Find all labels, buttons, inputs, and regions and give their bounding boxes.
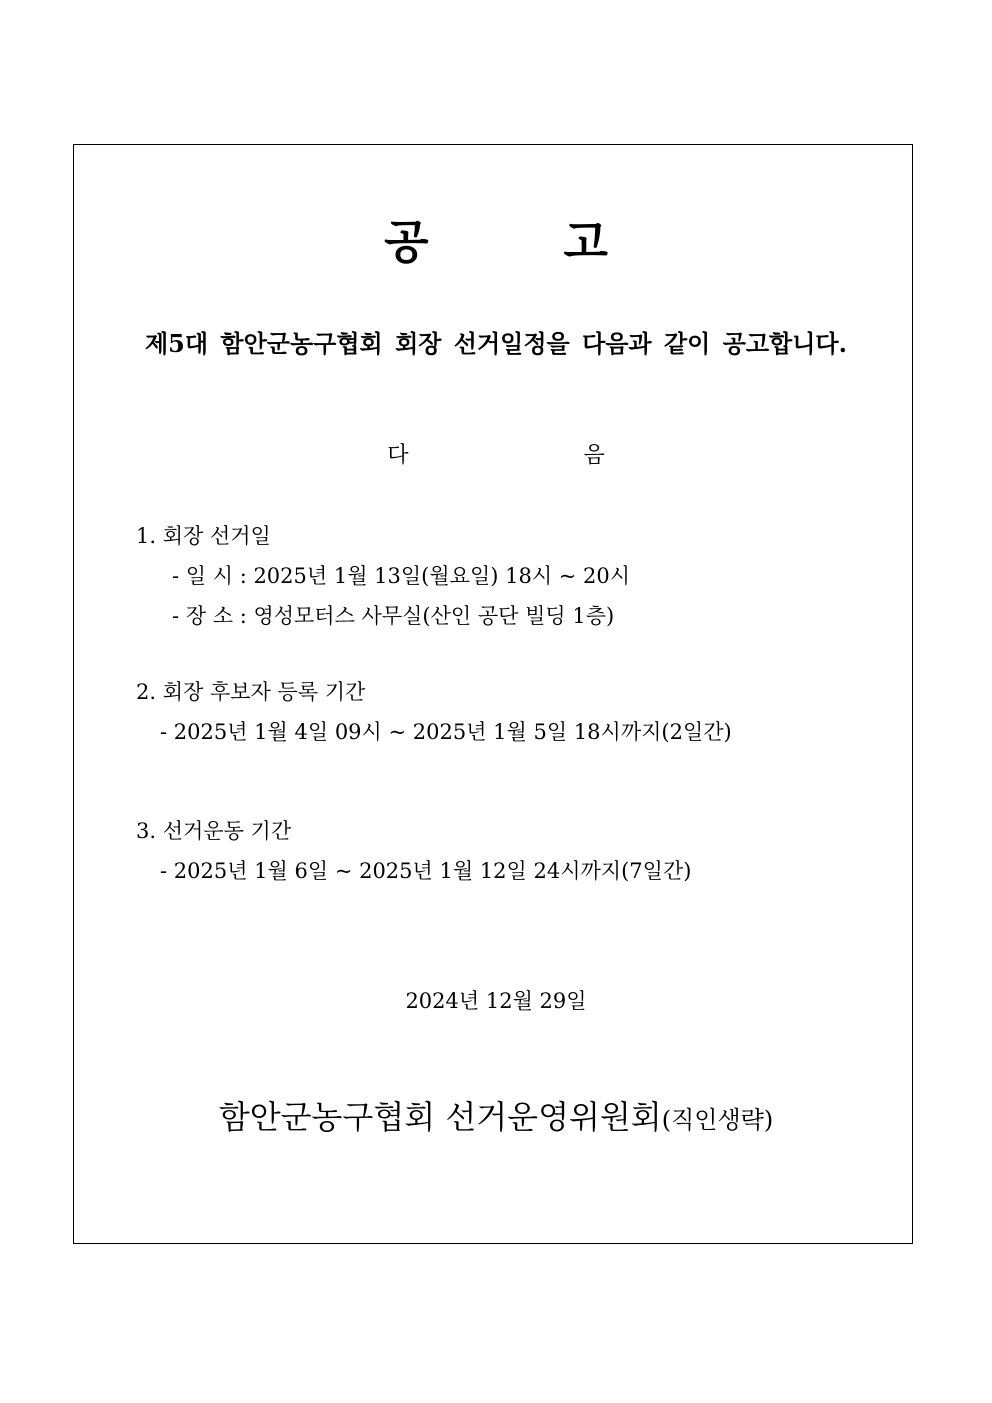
- section-3-period: - 2025년 1월 6일 ~ 2025년 1월 12일 24시까지(7일간): [160, 859, 692, 883]
- seal-omitted-note: (직인생략): [661, 1106, 774, 1134]
- issuing-organization: [0, 1093, 992, 1144]
- notice-title: [0, 212, 992, 272]
- notice-subheading: [0, 440, 992, 472]
- subheading-char-2: 음: [583, 443, 605, 468]
- title-char-1: 공: [384, 215, 429, 269]
- section-1-heading: 1. 회장 선거일: [136, 524, 271, 548]
- notice-date: 2024년 12월 29일: [405, 989, 587, 1013]
- subheading-char-1: 다: [387, 443, 409, 468]
- section-2-period: - 2025년 1월 4일 09시 ~ 2025년 1월 5일 18시까지(2일간): [160, 720, 732, 744]
- section-2-heading: 2. 회장 후보자 등록 기간: [136, 680, 366, 704]
- notice-intro: 제5대 함안군농구협회 회장 선거일정을 다음과 같이 공고합니다.: [145, 329, 847, 358]
- section-3-heading: 3. 선거운동 기간: [136, 819, 292, 843]
- organization-name: 함안군농구협회 선거운영위원회: [218, 1098, 662, 1136]
- section-1-location: - 장 소 : 영성모터스 사무실(산인 공단 빌딩 1층): [172, 604, 615, 628]
- section-1-datetime: - 일 시 : 2025년 1월 13일(월요일) 18시 ~ 20시: [172, 564, 631, 588]
- title-char-2: 고: [563, 215, 608, 269]
